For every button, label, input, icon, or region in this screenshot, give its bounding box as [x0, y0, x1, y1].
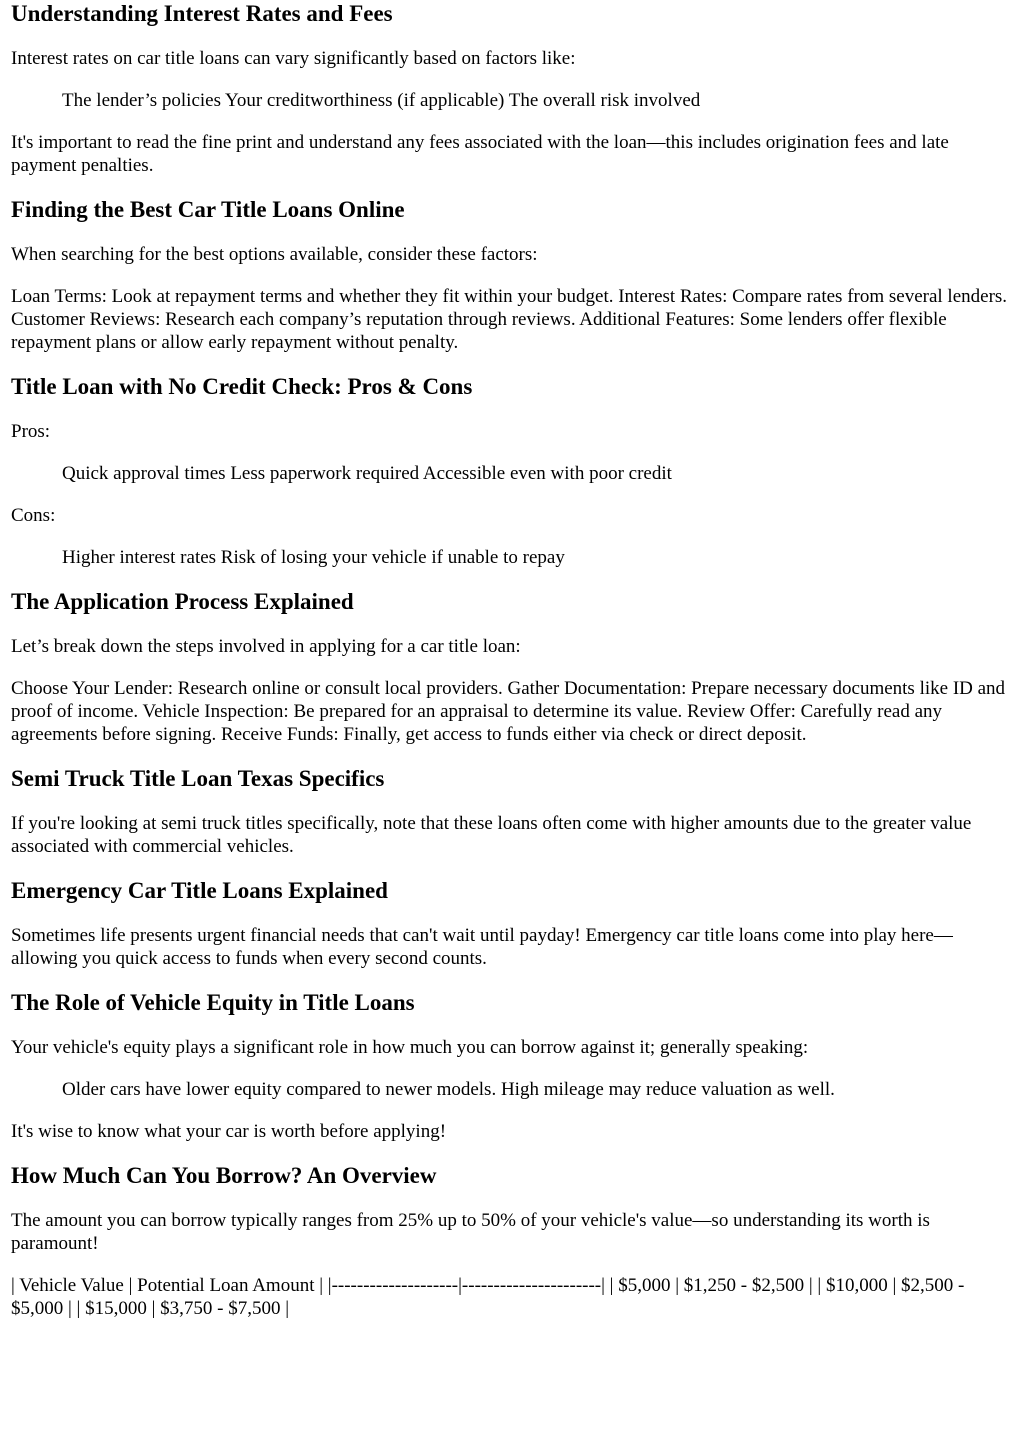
cons-list: Higher interest rates Risk of losing your vehicle if unable to repay — [62, 547, 565, 568]
section-heading-interest-rates: Understanding Interest Rates and Fees — [11, 1, 393, 26]
paragraph: Your vehicle's equity plays a significant role in how much you can borrow against it; generally speaking: — [11, 1037, 809, 1058]
section-heading-application-process: The Application Process Explained — [11, 589, 354, 614]
indented-list: Older cars have lower equity compared to newer models. High mileage may reduce valuation as well. — [62, 1079, 835, 1100]
pros-label: Pros: — [11, 421, 51, 442]
paragraph: Loan Terms: Look at repayment terms and whether they fit within your budget. Interest Rates: Compare rates from several lenders. Customer Reviews: Research each company’s reputation through reviews. Additional Features: Some lenders offer flexible repayment plans or allow early repayment without penalty. — [11, 286, 1008, 353]
indented-list: The lender’s policies Your creditworthiness (if applicable) The overall risk involved — [62, 90, 701, 111]
section-heading-semi-truck: Semi Truck Title Loan Texas Specifics — [11, 766, 385, 791]
section-heading-finding-best-loans: Finding the Best Car Title Loans Online — [11, 197, 405, 222]
section-heading-vehicle-equity: The Role of Vehicle Equity in Title Loans — [11, 990, 415, 1015]
paragraph: If you're looking at semi truck titles specifically, note that these loans often come with higher amounts due to the greater value associated with commercial vehicles. — [11, 813, 972, 857]
section-heading-pros-cons: Title Loan with No Credit Check: Pros & Cons — [11, 374, 473, 399]
paragraph: Choose Your Lender: Research online or consult local providers. Gather Documentation: Prepare necessary documents like ID and proof of income. Vehicle Inspection: Be prepared for an appraisal to determine its value. Review Offer: Carefully read any agreements before signing. Receive Funds: Finally, get access to funds either via check or direct deposit. — [11, 678, 1006, 745]
paragraph: It's important to read the fine print and understand any fees associated with the loan—this includes origination fees and late payment penalties. — [11, 132, 949, 176]
section-heading-how-much-borrow: How Much Can You Borrow? An Overview — [11, 1163, 437, 1188]
markdown-table-text: | Vehicle Value | Potential Loan Amount | |--------------------|----------------------| | $5,000 | $1,250 - $2,500 | | $10,000 | $2,500 - $5,000 | | $15,000 | $3,750 - $7,500 | — [11, 1275, 965, 1319]
cons-label: Cons: — [11, 505, 56, 526]
paragraph: Sometimes life presents urgent financial needs that can't wait until payday! Emergency car title loans come into play here—allowing you quick access to funds when every second counts. — [11, 925, 953, 969]
paragraph: The amount you can borrow typically ranges from 25% up to 50% of your vehicle's value—so understanding its worth is paramount! — [11, 1210, 930, 1254]
section-heading-emergency-loans: Emergency Car Title Loans Explained — [11, 878, 388, 903]
pros-list: Quick approval times Less paperwork required Accessible even with poor credit — [62, 463, 672, 484]
paragraph: When searching for the best options available, consider these factors: — [11, 244, 538, 265]
paragraph: Let’s break down the steps involved in applying for a car title loan: — [11, 636, 521, 657]
paragraph: Interest rates on car title loans can vary significantly based on factors like: — [11, 48, 576, 69]
paragraph: It's wise to know what your car is worth before applying! — [11, 1121, 447, 1142]
